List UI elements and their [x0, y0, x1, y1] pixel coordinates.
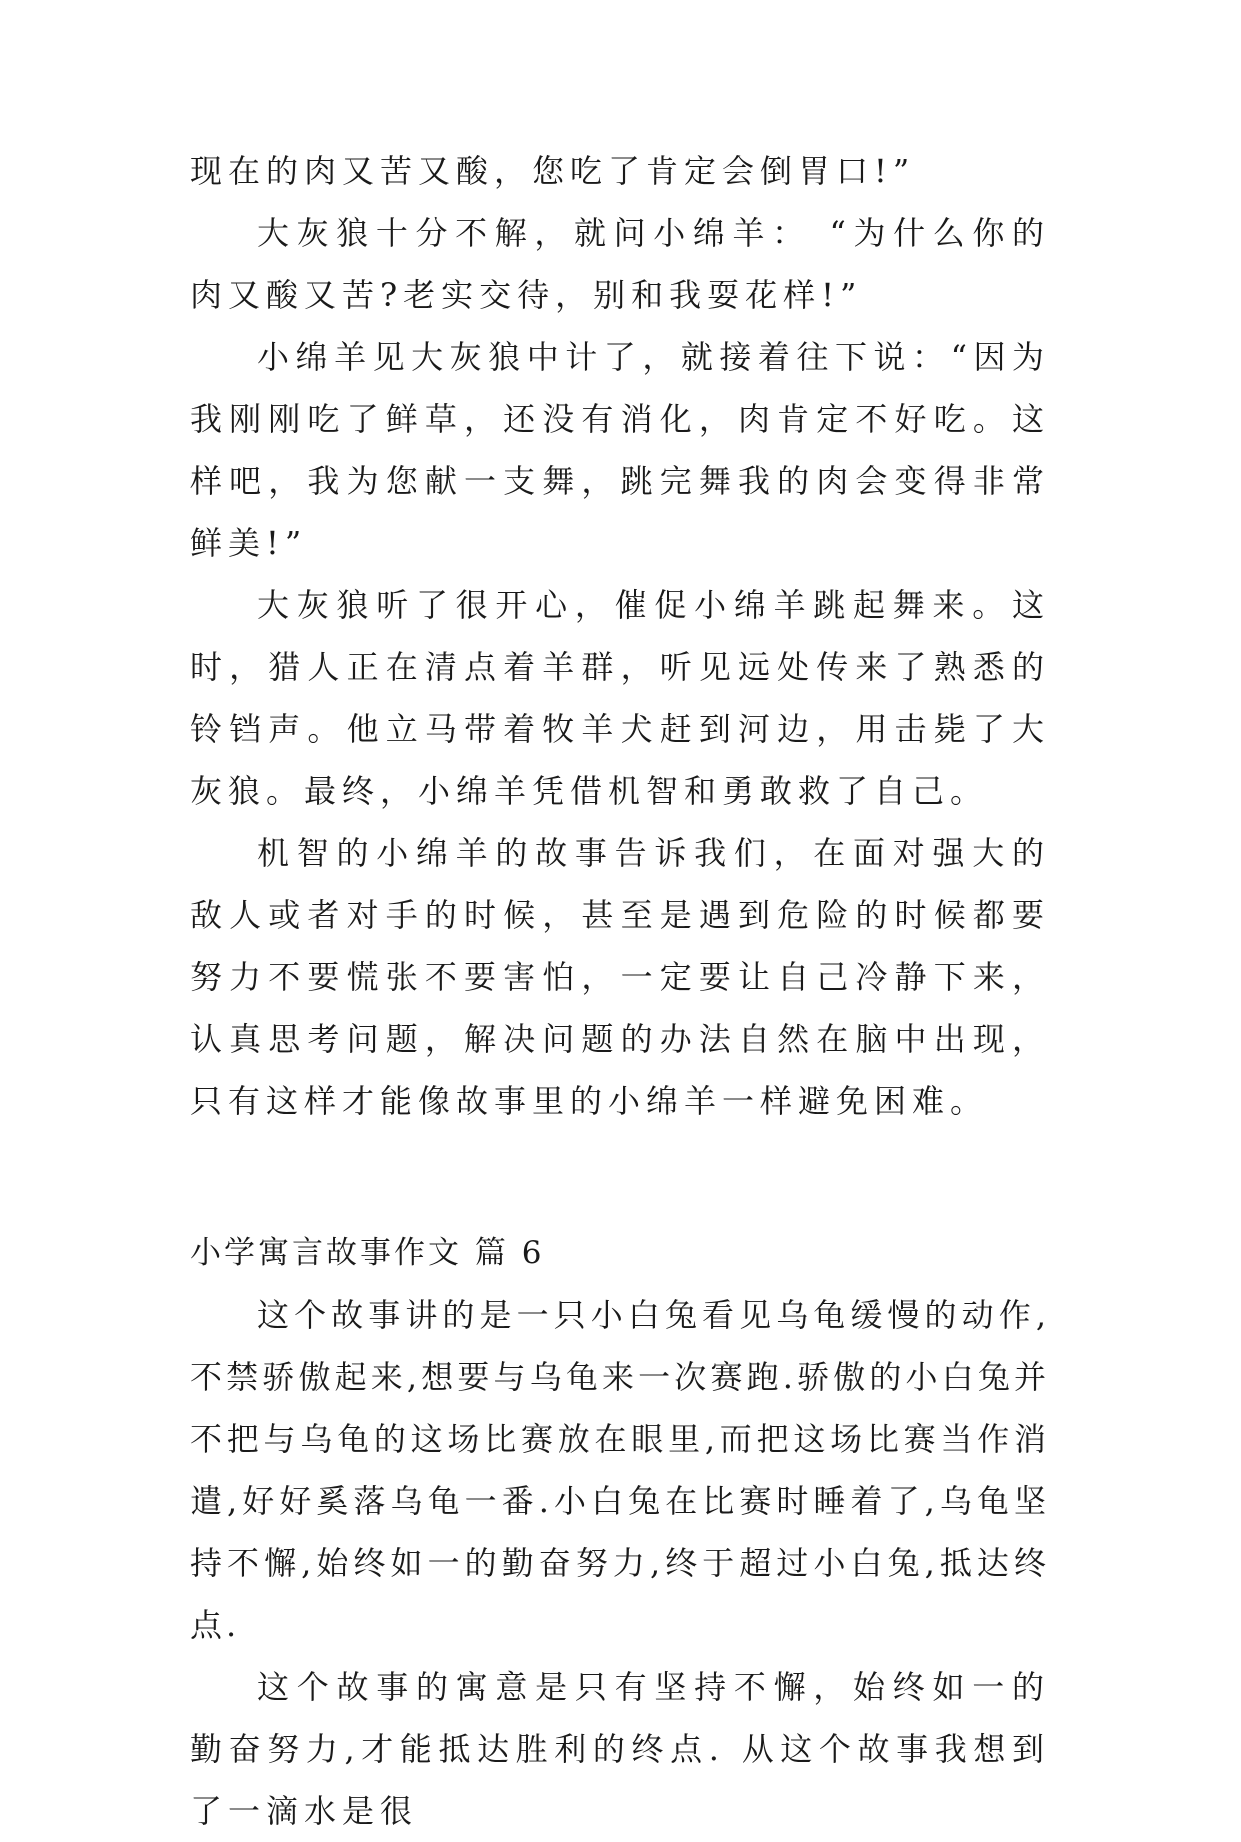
paragraph: 这个故事讲的是一只小白兔看见乌龟缓慢的动作,不禁骄傲起来,想要与乌龟来一次赛跑.骄傲的小白兔并不把与乌龟的这场比赛放在眼里,而把这场比赛当作消遣,好好奚落乌龟一番.小白兔在比赛时睡着了,乌龟坚持不懈,始终如一的勤奋努力,终于超过小白兔,抵达终点. — [190, 1296, 1050, 1644]
section-heading: 小学寓言故事作文 篇 6 — [190, 1235, 545, 1271]
paragraph: 这个故事的寓意是只有坚持不懈，始终如一的勤奋努力,才能抵达胜利的终点. 从这个故事我想到了一滴水是很 — [190, 1668, 1050, 1830]
paragraph: 小绵羊见大灰狼中计了，就接着往下说：“因为我刚刚吃了鲜草，还没有消化，肉肯定不好吃。这样吧，我为您献一支舞，跳完舞我的肉会变得非常鲜美!” — [190, 338, 1050, 562]
paragraph: 机智的小绵羊的故事告诉我们，在面对强大的敌人或者对手的时候，甚至是遇到危险的时候都要努力不要慌张不要害怕，一定要让自己冷静下来，认真思考问题，解决问题的办法自然在脑中出现，只有这样才能像故事里的小绵羊一样避免困难。 — [190, 834, 1050, 1120]
paragraph: 现在的肉又苦又酸，您吃了肯定会倒胃口!” — [190, 152, 916, 190]
paragraph: 大灰狼十分不解，就问小绵羊： “为什么你的肉又酸又苦?老实交待，别和我耍花样!” — [190, 214, 1050, 314]
document-page — [190, 140, 1050, 1842]
paragraph: 大灰狼听了很开心，催促小绵羊跳起舞来。这时，猎人正在清点着羊群，听见远处传来了熟悉的铃铛声。他立马带着牧羊犬赶到河边，用击毙了大灰狼。最终，小绵羊凭借机智和勇敢救了自己。 — [190, 586, 1050, 810]
section-spacer — [190, 1132, 1050, 1222]
